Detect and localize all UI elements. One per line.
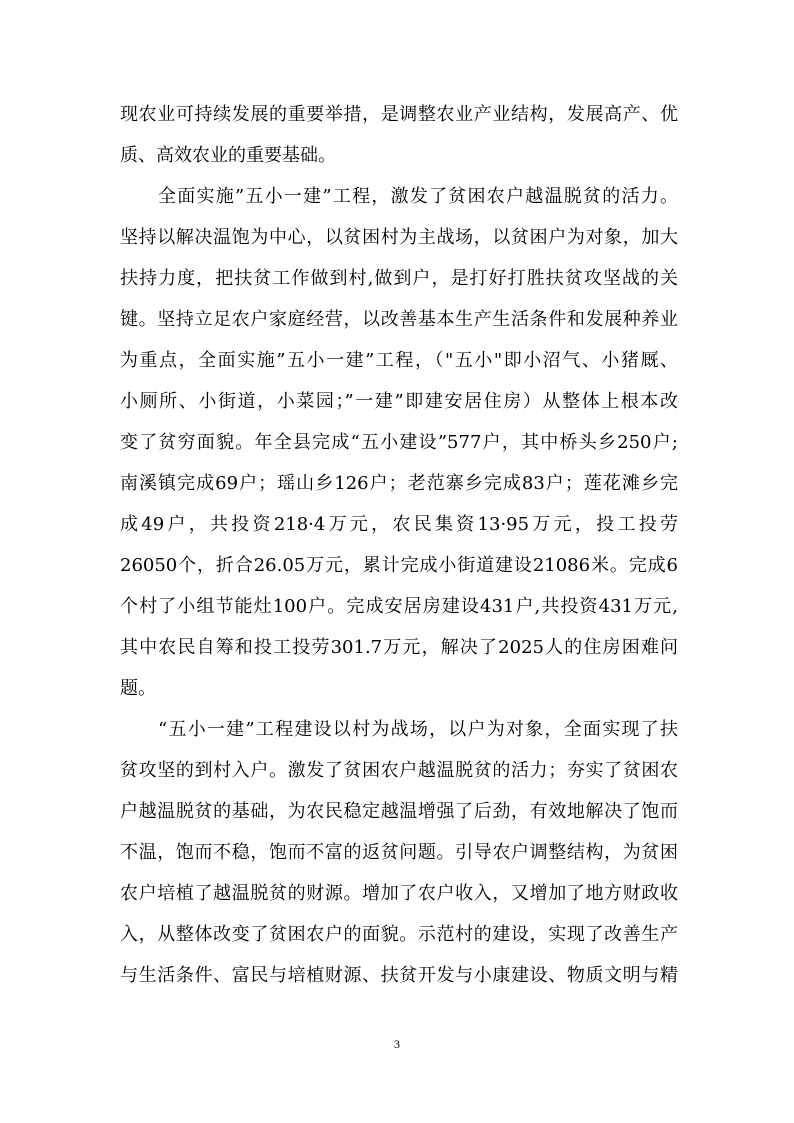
text-line: 不温，饱而不稳，饱而不富的返贫问题。引导农户调整结构，为贫困 (120, 842, 678, 863)
text-line: 与生活条件、富民与培植财源、扶贫开发与小康建设、物质文明与精 (120, 965, 678, 986)
text-line: “五小一建”工程建设以村为战场，以户为对象，全面实现了扶 (158, 719, 678, 740)
text-line: 题。 (120, 678, 156, 699)
text-line: 26050个，折合26.05万元，累计完成小街道建设21086米。完成6 (120, 555, 678, 576)
text-line: 个村了小组节能灶100户。完成安居房建设431户,共投资431万元, (120, 596, 678, 617)
text-line: 扶持力度，把扶贫工作做到村,做到户，是打好打胜扶贫攻坚战的关 (120, 268, 678, 289)
text-line: 其中农民自筹和投工投劳301.7万元，解决了2025人的住房困难问 (120, 637, 678, 658)
text-line: 质、高效农业的重要基础。 (120, 145, 336, 166)
text-line: 成49户，共投资218·4万元，农民集资13·95万元，投工投劳 (120, 514, 678, 535)
text-line: 南溪镇完成69户；瑶山乡126户；老范寨乡完成83户；莲花滩乡完 (120, 473, 678, 494)
text-line: 农户培植了越温脱贫的财源。增加了农户收入，又增加了地方财政收 (120, 883, 678, 904)
text-line: 贫攻坚的到村入户。激发了贫困农户越温脱贫的活力；夯实了贫困农 (120, 760, 678, 781)
text-line: 坚持以解决温饱为中心，以贫困村为主战场，以贫困户为对象，加大 (120, 227, 678, 248)
text-line: 小厕所、小街道，小菜园；”一建”即建安居住房）从整体上根本改 (120, 391, 678, 412)
text-line: 为重点，全面实施”五小一建”工程，（"五小"即小沼气、小猪厩、 (120, 350, 678, 371)
text-line: 现农业可持续发展的重要举措，是调整农业产业结构，发展高产、优 (120, 104, 678, 125)
text-line: 入，从整体改变了贫困农户的面貌。示范村的建设，实现了改善生产 (120, 924, 678, 945)
text-line: 键。坚持立足农户家庭经营，以改善基本生产生活条件和发展种养业 (120, 309, 678, 330)
text-line: 全面实施”五小一建”工程，激发了贫困农户越温脱贫的活力。 (158, 186, 678, 207)
page-number: 3 (394, 1037, 400, 1051)
text-line: 变了贫穷面貌。年全县完成“五小建设”577户，其中桥头乡250户; (120, 432, 678, 453)
text-line: 户越温脱贫的基础，为农民稳定越温增强了后劲，有效地解决了饱而 (120, 801, 678, 822)
